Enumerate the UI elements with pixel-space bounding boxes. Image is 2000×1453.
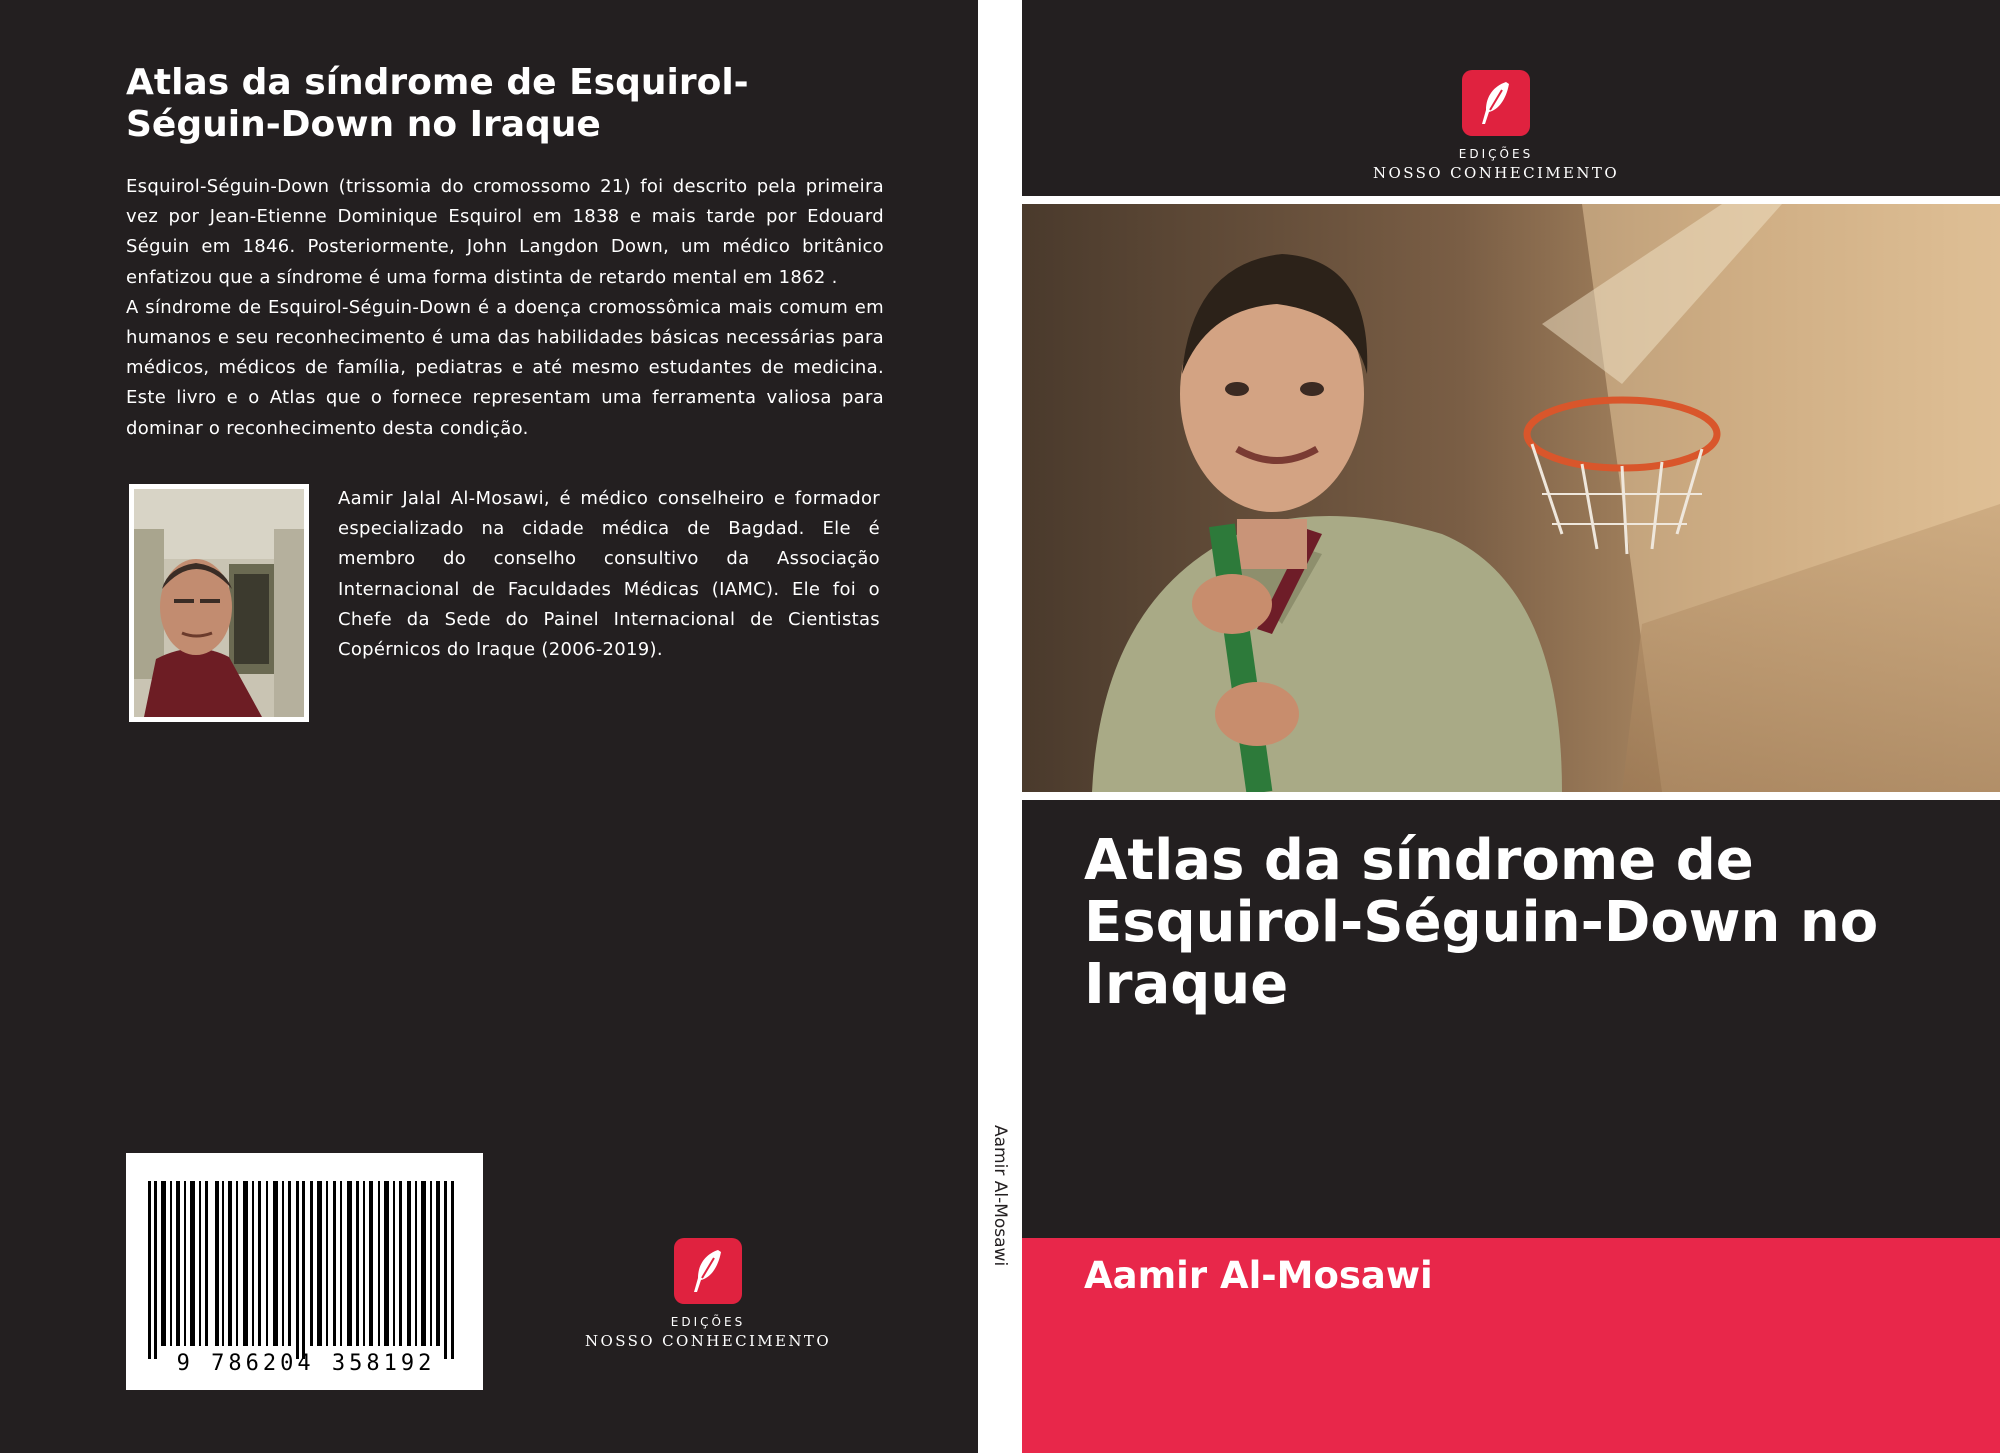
spine-author-label: Aamir Al-Mosawi — [990, 1125, 1010, 1267]
quill-feather-icon — [674, 1238, 742, 1304]
author-photo — [129, 484, 309, 722]
cover-photo-image — [1022, 204, 2000, 792]
back-cover-title: Atlas da síndrome de Esquirol-Séguin-Down no Iraque — [126, 62, 749, 145]
quill-feather-icon — [1462, 70, 1530, 136]
front-publisher-logo — [1370, 70, 1622, 183]
description-paragraph: Esquirol-Séguin-Down (trissomia do cromossomo 21) foi descrito pela primeira vez por Jean-Etienne Dominique Esquirol em 1838 e mais tarde por Edouard Séguin em 1846. Posteriormente, John Langdon Down, um médico britânico enfatizou que a síndrome é uma forma distinta de retardo mental em 1862 . — [126, 176, 884, 288]
cover-photo — [1022, 204, 2000, 792]
front-cover-author: Aamir Al-Mosawi — [1084, 1254, 1433, 1297]
back-publisher-logo — [584, 1238, 832, 1351]
back-cover-description — [126, 172, 884, 444]
front-cover-title: Atlas da síndrome de Esquirol-Séguin-Down no Iraque — [1084, 828, 1879, 1017]
publisher-line1: EDIÇÕES — [670, 1315, 746, 1329]
publisher-line2: NOSSO CONHECIMENTO — [1372, 164, 1620, 182]
publisher-line1: EDIÇÕES — [1458, 147, 1534, 161]
divider — [1022, 792, 2000, 800]
spine-author — [979, 1125, 1021, 1325]
publisher-line2: NOSSO CONHECIMENTO — [584, 1332, 832, 1350]
author-bio: Aamir Jalal Al-Mosawi, é médico conselheiro e formador especializado na cidade médica de Bagdad. Ele é membro do conselho consultivo da Associação Internacional de Faculdades Médicas (IAMC). Ele foi o Chefe da Sede do Painel Internacional de Cientistas Copérnicos do Iraque (2006-2019). — [338, 488, 880, 661]
description-paragraph: A síndrome de Esquirol-Séguin-Down é a doença cromossômica mais comum em humanos e seu reconhecimento é uma das habilidades básicas necessárias para médicos, médicos de família, pediatras e até mesmo estudantes de medicina. Este livro e o Atlas que o fornece representam uma ferramenta valiosa para dominar o reconhecimento desta condição. — [126, 296, 884, 439]
isbn-digits: 9 786204 358192 — [176, 1351, 436, 1376]
author-portrait-image — [134, 489, 304, 717]
isbn-barcode — [126, 1153, 483, 1390]
divider — [1022, 196, 2000, 204]
